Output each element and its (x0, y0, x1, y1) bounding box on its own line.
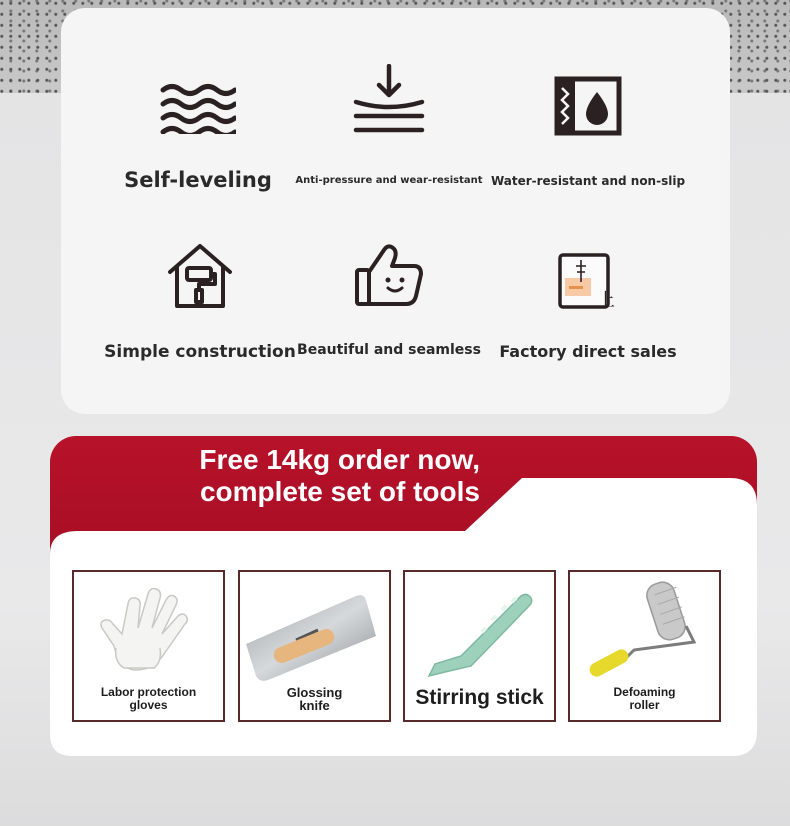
tool-label (240, 686, 389, 712)
thumbs-up-icon (354, 242, 424, 308)
tool-label-line2: gloves (129, 698, 168, 712)
water-drop-icon (554, 76, 622, 136)
promo-title-line2: complete set of tools (199, 476, 480, 507)
waves-icon (160, 82, 236, 134)
press-down-icon (350, 64, 428, 134)
tool-label-line1: Glossing (286, 685, 343, 700)
promo-title-line1: Free 14kg order now, (199, 444, 480, 475)
tool-card-stirring-stick (403, 570, 556, 722)
svg-text:上: 上 (597, 290, 615, 310)
feature-label: Anti-pressure and wear-resistant (295, 175, 483, 186)
promo-section (50, 436, 757, 756)
features-card (61, 8, 730, 414)
feature-simple-construction (95, 240, 305, 370)
tool-card-trowel (238, 570, 391, 722)
tool-card-gloves (72, 570, 225, 722)
feature-water-resistant (483, 68, 693, 198)
tool-label-line1: Defoaming (613, 685, 676, 699)
feature-self-leveling (93, 68, 303, 198)
tool-label-line2: knife (299, 698, 330, 713)
feature-label: Simple construction (104, 342, 296, 362)
feature-label: Water-resistant and non-slip (490, 174, 686, 188)
tool-label-line2: roller (629, 698, 660, 712)
tool-label (74, 686, 223, 712)
factory-icon (557, 252, 619, 310)
roller-icon (582, 576, 712, 688)
feature-label: Factory direct sales (499, 342, 677, 361)
stirring-stick-icon (421, 586, 541, 686)
tool-card-roller (568, 570, 721, 722)
tool-label: Stirring stick (415, 686, 544, 709)
house-roller-icon (167, 242, 233, 310)
feature-label: Beautiful and seamless (297, 342, 481, 358)
gloves-icon (94, 582, 204, 682)
trowel-icon (244, 576, 384, 686)
feature-factory-direct (483, 240, 693, 370)
feature-anti-pressure (284, 64, 494, 194)
tool-label-line1: Labor protection (100, 685, 197, 699)
feature-label: Self-leveling (124, 168, 272, 192)
tool-label (570, 686, 719, 712)
feature-beautiful-seamless (284, 240, 494, 370)
